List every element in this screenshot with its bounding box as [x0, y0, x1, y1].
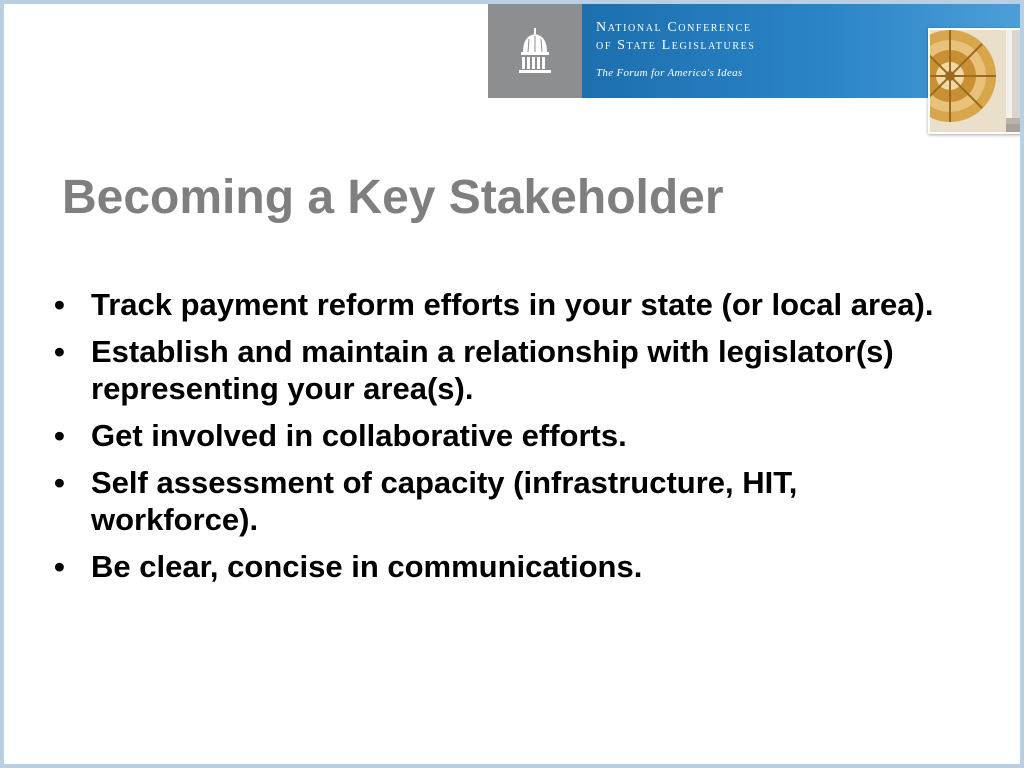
bullet-list: [54, 286, 934, 595]
slide-title: Becoming a Key Stakeholder: [62, 171, 724, 224]
ncsl-logo: [488, 4, 582, 98]
org-tagline: The Forum for America's Ideas: [596, 67, 743, 79]
org-name-line2: of State Legislatures: [596, 38, 756, 53]
bullet-text: Establish and maintain a relationship with legislator(s) representing your area(s).: [91, 334, 894, 406]
bullet-dot-icon: •: [54, 418, 65, 453]
bullet-dot-icon: •: [54, 334, 65, 369]
bullet-text: Be clear, concise in communications.: [91, 549, 643, 584]
org-name-line1: National Conference: [596, 20, 752, 35]
bullet-dot-icon: •: [54, 287, 65, 322]
bullet-dot-icon: •: [54, 549, 65, 584]
bullet-item: [54, 548, 934, 585]
bullet-item: [54, 464, 934, 538]
bullet-item: [54, 333, 934, 407]
bullet-text: Get involved in collaborative efforts.: [91, 418, 627, 453]
dome-and-columns-photo: [928, 28, 1024, 134]
bullet-item: [54, 286, 934, 323]
bullet-text: Track payment reform efforts in your state (or local area).: [91, 287, 934, 322]
header-banner: [488, 4, 1024, 98]
bullet-item: [54, 417, 934, 454]
banner-blue-area: [582, 4, 1024, 98]
capitol-dome-icon: [515, 26, 555, 76]
bullet-dot-icon: •: [54, 465, 65, 500]
bullet-text: Self assessment of capacity (infrastructure, HIT, workforce).: [91, 465, 798, 537]
